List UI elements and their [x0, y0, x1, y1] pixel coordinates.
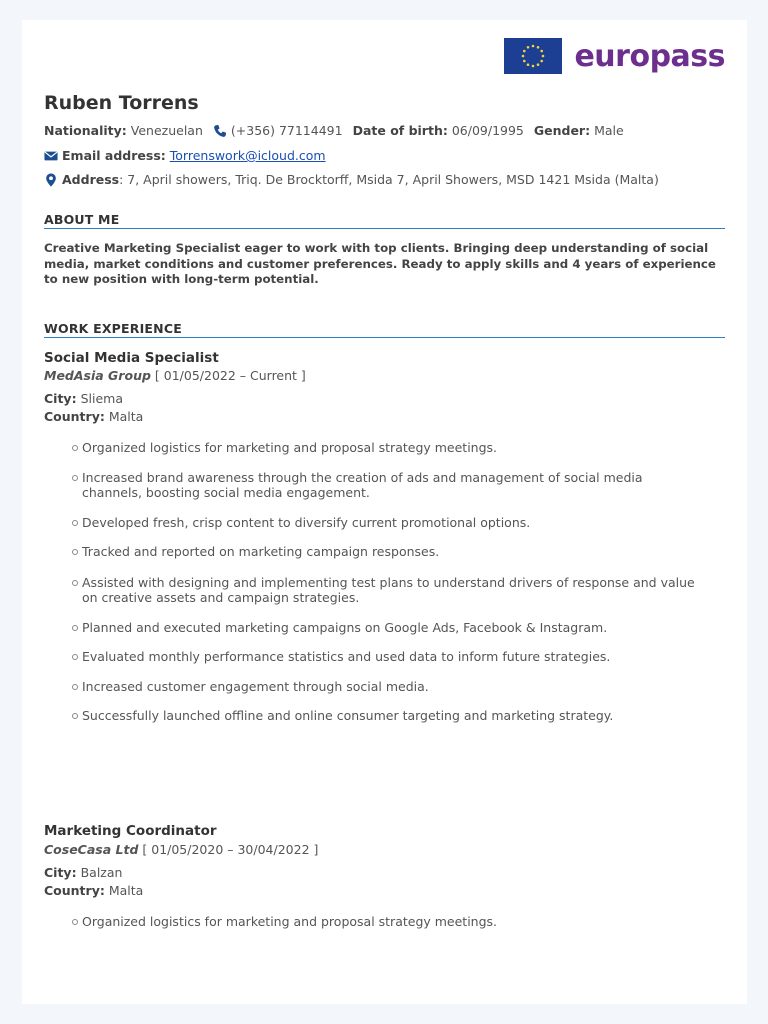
country-value: Malta: [108, 883, 144, 898]
list-item: Developed fresh, crisp content to diversify current promotional options.: [70, 515, 700, 531]
job-country: [44, 883, 143, 898]
address-label: Address: [62, 172, 120, 187]
list-item: Organized logistics for marketing and proposal strategy meetings.: [70, 440, 700, 456]
city-value: Balzan: [80, 865, 123, 880]
duty-list: [70, 440, 700, 724]
nationality-label: Nationality:: [44, 123, 127, 138]
phone-icon: [213, 124, 227, 138]
country-label: Country:: [44, 883, 105, 898]
country-value: Malta: [108, 409, 144, 424]
city-label: City:: [44, 391, 77, 406]
envelope-icon: [44, 149, 58, 163]
job-dates: [ 01/05/2020 – 30/04/2022 ]: [142, 842, 319, 857]
city-label: City:: [44, 865, 77, 880]
country-label: Country:: [44, 409, 105, 424]
address-line: [44, 172, 659, 187]
nationality-value: Venezuelan: [130, 123, 203, 138]
about-me-heading: ABOUT ME: [44, 212, 725, 229]
employer-name: MedAsia Group: [44, 368, 151, 383]
duty-list: [70, 914, 700, 930]
email-line: [44, 148, 326, 163]
dob-value: 06/09/1995: [451, 123, 524, 138]
personal-info-line: [44, 123, 624, 138]
eu-flag-icon: [504, 38, 562, 74]
candidate-name: Ruben Torrens: [44, 92, 199, 114]
list-item: Increased brand awareness through the creation of ads and management of social media channels, boosting social media engagement.: [70, 470, 700, 501]
job-city: [44, 865, 122, 880]
employer-line: [44, 842, 318, 857]
list-item: Evaluated monthly performance statistics and used data to inform future strategies.: [70, 649, 700, 665]
job-title: Marketing Coordinator: [44, 823, 217, 839]
list-item: Planned and executed marketing campaigns on Google Ads, Facebook & Instagram.: [70, 620, 700, 636]
dob-label: Date of birth:: [352, 123, 448, 138]
work-experience-heading: WORK EXPERIENCE: [44, 321, 725, 338]
europass-wordmark: europass: [574, 38, 725, 74]
address-value: : 7, April showers, Triq. De Brocktorff, Msida 7, April Showers, MSD 1421 Msida (Malta): [119, 172, 659, 187]
employer-line: [44, 368, 306, 383]
list-item: Increased customer engagement through social media.: [70, 679, 700, 695]
gender-value: Male: [594, 123, 624, 138]
job-city: [44, 391, 123, 406]
list-item: Tracked and reported on marketing campaign responses.: [70, 544, 700, 560]
email-label: Email address:: [62, 148, 166, 163]
list-item: Organized logistics for marketing and proposal strategy meetings.: [70, 914, 700, 930]
about-me-text: Creative Marketing Specialist eager to work with top clients. Bringing deep understanding of social media, market conditions and customer preferences. Ready to apply skills and 4 years of experience to new position with long-term potential.: [44, 241, 716, 286]
employer-name: CoseCasa Ltd: [44, 842, 139, 857]
cv-page: [22, 20, 747, 1004]
gender-label: Gender:: [533, 123, 591, 138]
job-country: [44, 409, 143, 424]
europass-logo: [504, 38, 725, 74]
list-item: Successfully launched offline and online consumer targeting and marketing strategy.: [70, 708, 700, 724]
job-title: Social Media Specialist: [44, 350, 219, 366]
email-link[interactable]: Torrenswork@icloud.com: [169, 148, 326, 163]
list-item: Assisted with designing and implementing test plans to understand drivers of response and value on creative assets and campaign strategies.: [70, 575, 700, 606]
job-dates: [ 01/05/2022 – Current ]: [154, 368, 306, 383]
location-pin-icon: [44, 173, 58, 187]
city-value: Sliema: [80, 391, 123, 406]
phone-number: (+356) 77114491: [230, 123, 343, 138]
